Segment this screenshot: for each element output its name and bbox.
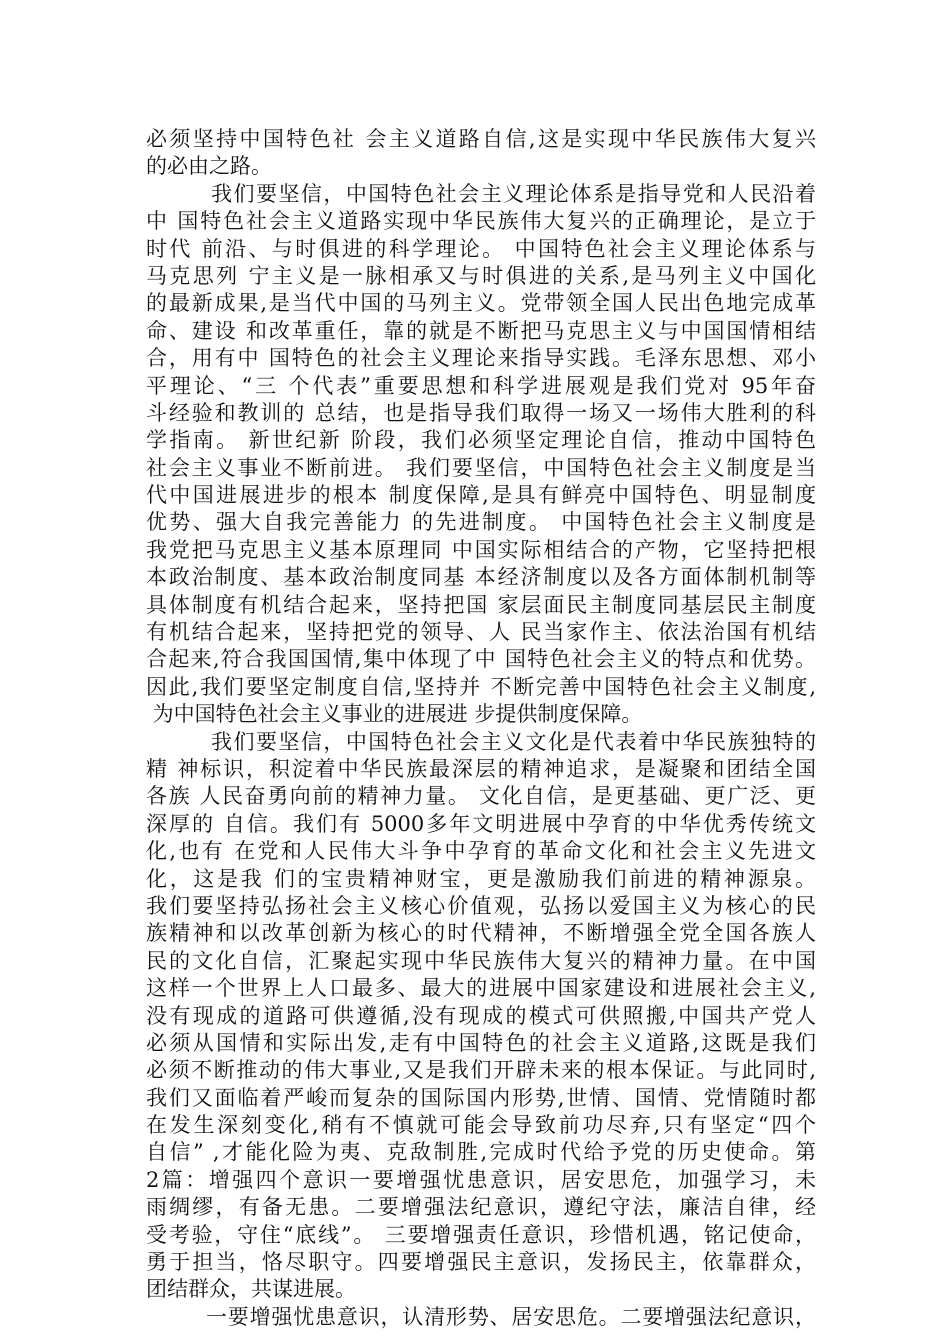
text-line: 雨绸缪，有备无患。二要增强法纪意识，遵纪守法，廉洁自律，经 <box>146 1195 816 1220</box>
text-line: 民的文化自信，汇聚起实现中华民族伟大复兴的精神力量。在中国 <box>146 948 816 973</box>
document-body <box>146 126 816 1331</box>
text-line: 马克思列 宁主义是一脉相承又与时俱进的关系,是马列主义中国化 <box>146 263 816 288</box>
text-line: 社会主义事业不断前进。 我们要坚信，中国特色社会主义制度是当 <box>146 455 816 480</box>
text-line: 必须从国情和实际出发,走有中国特色的社会主义道路,这既是我们 <box>146 1030 816 1055</box>
text-line: 没有现成的道路可供遵循,没有现成的模式可供照搬,中国共产党人 <box>146 1003 816 1028</box>
text-line: 斗经验和教训的 总结，也是指导我们取得一场又一场伟大胜利的科 <box>146 400 816 425</box>
text-line: 的最新成果,是当代中国的马列主义。党带领全国人民出色地完成革 <box>146 291 816 316</box>
text-line: 化，这是我 们的宝贵精神财宝，更是激励我们前进的精神源泉。 <box>146 866 816 891</box>
text-line: 必须坚持中国特色社 会主义道路自信,这是实现中华民族伟大复兴 <box>146 127 816 151</box>
text-line: 代中国进展进步的根本 制度保障,是具有鲜亮中国特色、明显制度 <box>146 483 816 508</box>
text-line: 命、建设 和改革重任，靠的就是不断把马克思主义与中国国情相结 <box>146 318 816 343</box>
text-line: 这样一个世界上人口最多、最大的进展中国家建设和进展社会主义, <box>146 976 816 1001</box>
text-line: 化,也有 在党和人民伟大斗争中孕育的革命文化和社会主义先进文 <box>146 839 816 864</box>
text-line: 合，用有中 国特色的社会主义理论来指导实践。毛泽东思想、邓小 <box>146 346 816 371</box>
text-line: 本政治制度、基本政治制度同基 本经济制度以及各方面体制机制等 <box>146 565 816 590</box>
text-line: 勇于担当，恪尽职守。四要增强民主意识，发扬民主，依靠群众， <box>146 1250 816 1275</box>
text-line: 必须不断推动的伟大事业,又是我们开辟未来的根本保证。与此同时, <box>146 1058 816 1083</box>
text-line: 我们要坚信，中国特色社会主义理论体系是指导党和人民沿着 <box>146 181 816 206</box>
text-line: 优势、强大自我完善能力 的先进制度。 中国特色社会主义制度是 <box>146 510 816 535</box>
text-line: 2篇：增强四个意识一要增强忧患意识，居安思危，加强学习，未 <box>146 1167 816 1192</box>
text-line: 具体制度有机结合起来，坚持把国 家层面民主制度同基层民主制度 <box>146 592 816 617</box>
text-line: 我们又面临着严峻而复杂的国际国内形势,世情、国情、党情随时都 <box>146 1085 816 1110</box>
text-line: 我们要坚持弘扬社会主义核心价值观，弘扬以爱国主义为核心的民 <box>146 893 816 918</box>
text-line: 有机结合起来，坚持把党的领导、人 民当家作主、依法治国有机结 <box>146 620 816 645</box>
text-line: 受考验，守住“底线”。 三要增强责任意识，珍惜机遇，铭记使命， <box>146 1222 816 1247</box>
text-line: 族精神和以改革创新为核心的时代精神，不断增强全党全国各族人 <box>146 921 816 946</box>
text-line: 的必由之路。 <box>146 154 272 179</box>
text-line: 团结群众，共谋进展。 <box>146 1277 356 1302</box>
text-line: 时代 前沿、与时俱进的科学理论。 中国特色社会主义理论体系与 <box>146 236 816 261</box>
text-line: 在发生深刻变化,稍有不慎就可能会导致前功尽弃,只有坚定“四个 <box>146 1113 816 1138</box>
text-line: 平理论、“三 个代表”重要思想和科学进展观是我们党对 95年奋 <box>146 373 816 398</box>
text-line: 我们要坚信，中国特色社会主义文化是代表着中华民族独特的 <box>146 729 816 754</box>
text-line: 因此,我们要坚定制度自信,坚持并 不断完善中国特色社会主义制度, <box>146 674 816 699</box>
text-line: 精 神标识，积淀着中华民族最深层的精神追求，是凝聚和团结全国 <box>146 756 816 781</box>
text-line: 自信” ,才能化险为夷、克敌制胜,完成时代给予党的历史使命。第 <box>146 1140 816 1165</box>
text-line: 合起来,符合我国国情,集中体现了中 国特色社会主义的特点和优势。 <box>146 647 816 672</box>
text-line: 深厚的 自信。我们有 5000多年文明进展中孕育的中华优秀传统文 <box>146 811 816 836</box>
text-line: 我党把马克思主义基本原理同 中国实际相结合的产物，它坚持把根 <box>146 537 816 562</box>
text-line: 学指南。 新世纪新 阶段，我们必须坚定理论自信，推动中国特色 <box>146 428 816 453</box>
text-line: 为中国特色社会主义事业的进展进 步提供制度保障。 <box>146 702 643 727</box>
text-line: 一要增强忧患意识，认清形势、居安思危。二要增强法纪意识， <box>146 1304 816 1329</box>
text-line: 各族 人民奋勇向前的精神力量。 文化自信，是更基础、更广泛、更 <box>146 784 816 809</box>
text-line: 中 国特色社会主义道路实现中华民族伟大复兴的正确理论，是立于 <box>146 209 816 234</box>
